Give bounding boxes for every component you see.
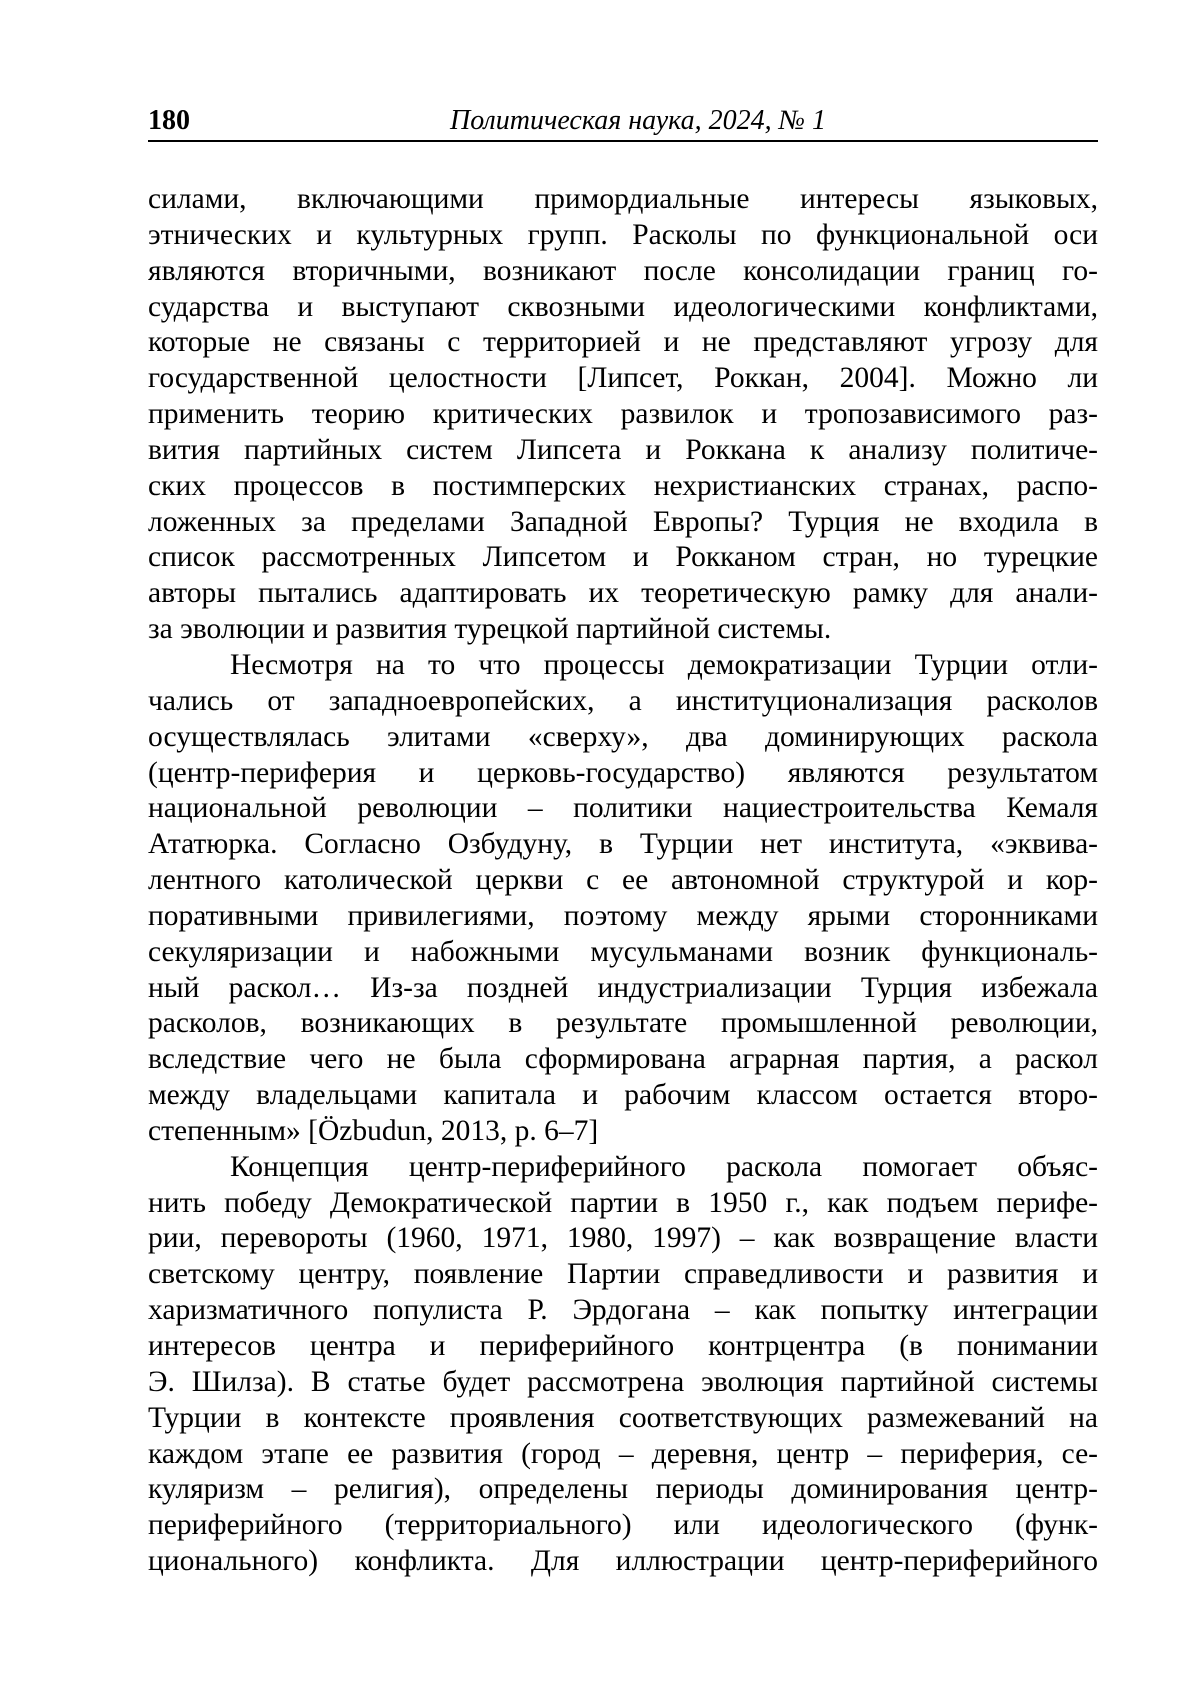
- text-line: ный раскол… Из-за поздней индустриализации Турция избежала: [148, 971, 1098, 1007]
- text-line: за эволюции и развития турецкой партийной системы.: [148, 612, 1098, 648]
- text-line: Ататюрка. Согласно Озбудуну, в Турции нет института, «эквива-: [148, 827, 1098, 863]
- paragraph-2: [148, 648, 1098, 1150]
- text-line: ложенных за пределами Западной Европы? Турция не входила в: [148, 505, 1098, 541]
- journal-title: Политическая наука, 2024, № 1: [148, 104, 1098, 138]
- text-line: авторы пытались адаптировать их теоретическую рамку для анали-: [148, 576, 1098, 612]
- text-line: осуществлялась элитами «сверху», два доминирующих раскола: [148, 720, 1098, 756]
- text-line: каждом этапе ее развития (город – деревня, центр – периферия, се-: [148, 1437, 1098, 1473]
- text-line: расколов, возникающих в результате промышленной революции,: [148, 1006, 1098, 1042]
- paragraph-3: [148, 1150, 1098, 1580]
- page: [0, 0, 1200, 1706]
- text-line: нить победу Демократической партии в 1950 г., как подъем перифе-: [148, 1186, 1098, 1222]
- text-line: которые не связаны с территорией и не представляют угрозу для: [148, 325, 1098, 361]
- text-line: харизматичного популиста Р. Эрдогана – как попытку интеграции: [148, 1293, 1098, 1329]
- text-line: вследствие чего не была сформирована аграрная партия, а раскол: [148, 1042, 1098, 1078]
- text-line: ционального) конфликта. Для иллюстрации центр-периферийного: [148, 1544, 1098, 1580]
- text-line: список рассмотренных Липсетом и Рокканом стран, но турецкие: [148, 540, 1098, 576]
- running-header: [148, 104, 1098, 142]
- text-line: национальной революции – политики нациестроительства Кемаля: [148, 791, 1098, 827]
- text-line: лентного католической церкви с ее автономной структурой и кор-: [148, 863, 1098, 899]
- text-line: интересов центра и периферийного контрцентра (в понимании: [148, 1329, 1098, 1365]
- text-line: Э. Шилза). В статье будет рассмотрена эволюция партийной системы: [148, 1365, 1098, 1401]
- text-line: светскому центру, появление Партии справедливости и развития и: [148, 1257, 1098, 1293]
- text-line: применить теорию критических развилок и тропозависимого раз-: [148, 397, 1098, 433]
- text-line: силами, включающими примордиальные интересы языковых,: [148, 182, 1098, 218]
- text-line: Несмотря на то что процессы демократизации Турции отли-: [148, 648, 1098, 684]
- text-line: являются вторичными, возникают после консолидации границ го-: [148, 254, 1098, 290]
- text-line: чались от западноевропейских, а институционализация расколов: [148, 684, 1098, 720]
- text-line: степенным» [Özbudun, 2013, p. 6–7]: [148, 1114, 1098, 1150]
- text-line: периферийного (территориального) или идеологического (функ-: [148, 1508, 1098, 1544]
- text-line: вития партийных систем Липсета и Роккана к анализу политиче-: [148, 433, 1098, 469]
- text-line: (центр-периферия и церковь-государство) являются результатом: [148, 756, 1098, 792]
- text-line: куляризм – религия), определены периоды доминирования центр-: [148, 1472, 1098, 1508]
- text-line: секуляризации и набожными мусульманами возник функциональ-: [148, 935, 1098, 971]
- text-line: сударства и выступают сквозными идеологическими конфликтами,: [148, 290, 1098, 326]
- paragraph-1: [148, 182, 1098, 648]
- text-line: рии, перевороты (1960, 1971, 1980, 1997) – как возвращение власти: [148, 1221, 1098, 1257]
- text-line: Турции в контексте проявления соответствующих размежеваний на: [148, 1401, 1098, 1437]
- text-line: между владельцами капитала и рабочим классом остается второ-: [148, 1078, 1098, 1114]
- text-line: Концепция центр-периферийного раскола помогает объяс-: [148, 1150, 1098, 1186]
- text-line: государственной целостности [Липсет, Роккан, 2004]. Можно ли: [148, 361, 1098, 397]
- page-number: 180: [148, 104, 190, 138]
- text-line: поративными привилегиями, поэтому между ярыми сторонниками: [148, 899, 1098, 935]
- text-line: этнических и культурных групп. Расколы по функциональной оси: [148, 218, 1098, 254]
- text-line: ских процессов в постимперских нехристианских странах, распо-: [148, 469, 1098, 505]
- body-text: [148, 182, 1098, 1580]
